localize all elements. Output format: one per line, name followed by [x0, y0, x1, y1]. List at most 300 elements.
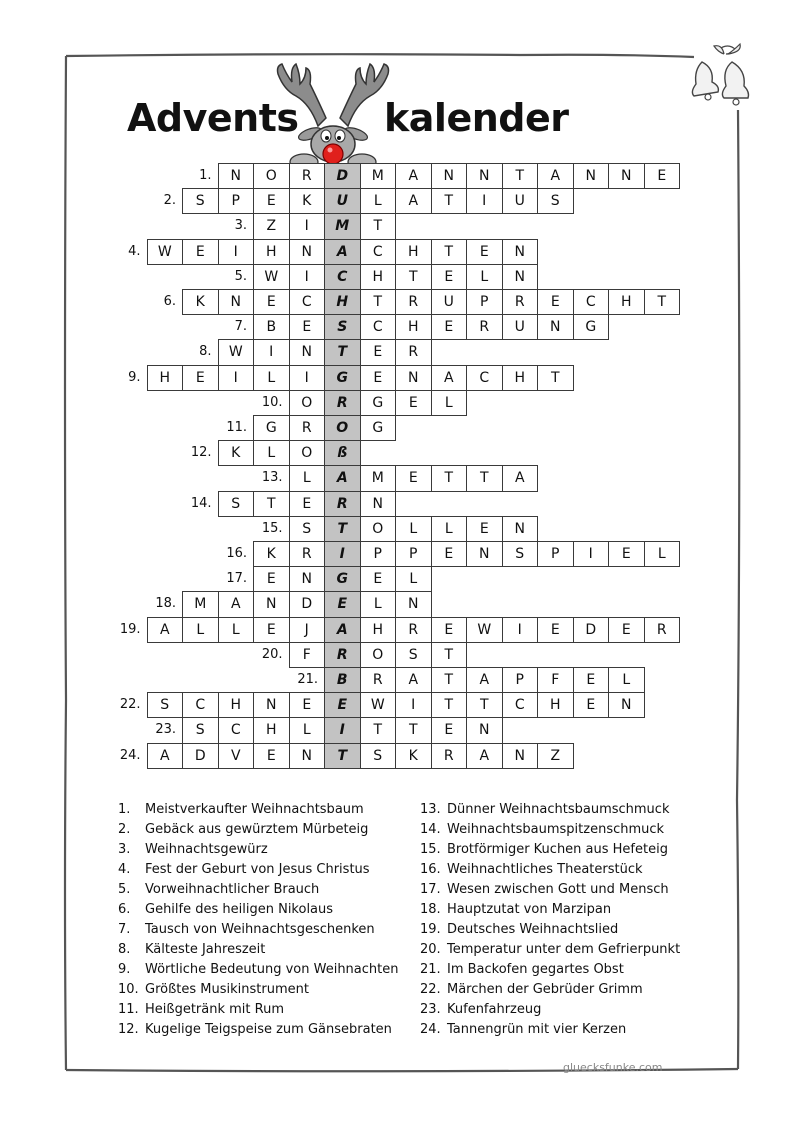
letter-cell: I: [395, 692, 432, 718]
letter-cell: K: [218, 440, 255, 466]
letter-cell: L: [218, 617, 255, 643]
letter-cell: W: [218, 339, 255, 365]
letter-cell: F: [537, 667, 574, 693]
letter-cell: L: [644, 541, 681, 567]
letter-cell: H: [218, 692, 255, 718]
letter-cell: L: [431, 516, 468, 542]
letter-cell: O: [360, 642, 397, 668]
clue-item: [420, 980, 680, 1000]
letter-cell: E: [431, 541, 468, 567]
clue-item: [118, 900, 398, 920]
letter-cell: S: [289, 516, 326, 542]
clue-number: 19.: [420, 922, 441, 937]
letter-cell: N: [466, 163, 503, 189]
clue-item: [118, 1020, 398, 1040]
clue-item: [118, 860, 398, 880]
clue-text: Deutsches Weihnachtslied: [447, 922, 619, 937]
letter-cell: D: [573, 617, 610, 643]
letter-cell: E: [431, 314, 468, 340]
letter-cell: O: [253, 163, 290, 189]
letter-cell: N: [289, 339, 326, 365]
solution-cell: A: [324, 617, 361, 643]
clue-text: Weihnachtsbaumspitzenschmuck: [447, 822, 665, 837]
letter-cell: L: [395, 516, 432, 542]
letter-cell: N: [395, 365, 432, 391]
letter-cell: P: [502, 667, 539, 693]
letter-cell: N: [466, 717, 503, 743]
letter-cell: P: [218, 188, 255, 214]
letter-cell: K: [182, 289, 219, 315]
letter-cell: H: [608, 289, 645, 315]
letter-cell: Z: [537, 743, 574, 769]
clue-number: 4.: [118, 862, 131, 877]
letter-cell: T: [360, 289, 397, 315]
row-number: 6.: [163, 294, 176, 309]
clue-number: 14.: [420, 822, 441, 837]
letter-cell: A: [147, 617, 184, 643]
letter-cell: Z: [253, 213, 290, 239]
row-number: 11.: [226, 420, 247, 435]
letter-cell: N: [289, 566, 326, 592]
clue-item: [118, 820, 398, 840]
solution-cell: G: [324, 566, 361, 592]
letter-cell: H: [253, 239, 290, 265]
letter-cell: L: [360, 591, 397, 617]
row-number: 18.: [155, 596, 176, 612]
letter-cell: R: [289, 541, 326, 567]
letter-cell: H: [147, 365, 184, 391]
letter-cell: A: [466, 743, 503, 769]
solution-cell: T: [324, 743, 361, 769]
letter-cell: K: [395, 743, 432, 769]
letter-cell: T: [431, 667, 468, 693]
clue-item: [420, 920, 680, 940]
letter-cell: L: [395, 566, 432, 592]
letter-cell: E: [182, 239, 219, 265]
clue-item: [420, 960, 680, 980]
clue-number: 16.: [420, 862, 441, 877]
letter-cell: L: [289, 465, 326, 491]
letter-cell: H: [395, 239, 432, 265]
solution-cell: G: [324, 365, 361, 391]
letter-cell: F: [289, 642, 326, 668]
clue-number: 11.: [118, 1002, 139, 1017]
clue-item: [420, 880, 680, 900]
letter-cell: T: [466, 465, 503, 491]
letter-cell: N: [218, 289, 255, 315]
letter-cell: B: [253, 314, 290, 340]
letter-cell: N: [537, 314, 574, 340]
letter-cell: H: [395, 314, 432, 340]
letter-cell: N: [502, 264, 539, 290]
letter-cell: L: [253, 365, 290, 391]
row-number: 9.: [128, 369, 141, 385]
letter-cell: R: [644, 617, 681, 643]
letter-cell: H: [502, 365, 539, 391]
row-number: 17.: [226, 571, 247, 587]
letter-cell: I: [289, 365, 326, 391]
letter-cell: I: [289, 213, 326, 239]
clue-text: Weihnachtliches Theaterstück: [447, 862, 643, 877]
letter-cell: R: [395, 617, 432, 643]
row-number: 22.: [119, 697, 141, 713]
row-number: 12.: [190, 445, 212, 461]
letter-cell: E: [360, 566, 397, 592]
letter-cell: N: [289, 743, 326, 769]
letter-cell: K: [253, 541, 290, 567]
clue-item: [420, 1000, 680, 1020]
solution-cell: I: [324, 541, 361, 567]
letter-cell: E: [360, 365, 397, 391]
letter-cell: E: [395, 390, 432, 416]
letter-cell: R: [289, 163, 326, 189]
solution-cell: A: [324, 465, 361, 491]
letter-cell: G: [360, 390, 397, 416]
solution-cell: B: [324, 667, 361, 693]
solution-cell: T: [324, 516, 361, 542]
letter-cell: P: [395, 541, 432, 567]
clue-item: [118, 940, 398, 960]
letter-cell: M: [182, 591, 219, 617]
letter-cell: W: [253, 264, 290, 290]
solution-cell: I: [324, 717, 361, 743]
letter-cell: E: [608, 617, 645, 643]
solution-cell: M: [324, 213, 361, 239]
letter-cell: E: [253, 188, 290, 214]
letter-cell: T: [431, 239, 468, 265]
clue-number: 9.: [118, 962, 131, 977]
clue-number: 23.: [420, 1002, 441, 1017]
letter-cell: T: [502, 163, 539, 189]
clue-text: Gebäck aus gewürztem Mürbeteig: [145, 822, 369, 837]
letter-cell: E: [253, 566, 290, 592]
clue-number: 3.: [118, 842, 131, 857]
row-number: 1.: [199, 168, 212, 183]
letter-cell: T: [395, 264, 432, 290]
letter-cell: D: [182, 743, 219, 769]
letter-cell: R: [431, 743, 468, 769]
letter-cell: L: [360, 188, 397, 214]
letter-cell: I: [466, 188, 503, 214]
letter-cell: S: [182, 188, 219, 214]
letter-cell: E: [431, 717, 468, 743]
clue-number: 24.: [420, 1022, 441, 1037]
row-number: 3.: [234, 218, 247, 234]
letter-cell: E: [253, 289, 290, 315]
title-kalender: kalender: [384, 96, 569, 140]
solution-cell: R: [324, 491, 361, 517]
letter-cell: W: [360, 692, 397, 718]
row-number: 8.: [199, 344, 212, 360]
letter-cell: K: [289, 188, 326, 214]
clue-text: Tannengrün mit vier Kerzen: [447, 1022, 627, 1037]
solution-cell: D: [324, 163, 361, 189]
clue-item: [118, 880, 398, 900]
row-number: 19.: [119, 621, 141, 637]
row-number: 14.: [190, 495, 212, 511]
letter-cell: T: [431, 188, 468, 214]
letter-cell: A: [537, 163, 574, 189]
clue-number: 6.: [118, 902, 131, 917]
clue-number: 15.: [420, 842, 441, 857]
letter-cell: A: [466, 667, 503, 693]
clue-number: 13.: [420, 802, 441, 817]
letter-cell: A: [218, 591, 255, 617]
clue-number: 5.: [118, 882, 131, 897]
letter-cell: E: [573, 667, 610, 693]
clue-item: [420, 860, 680, 880]
clue-text: Weihnachtsgewürz: [145, 842, 268, 857]
clue-number: 8.: [118, 942, 131, 957]
letter-cell: N: [573, 163, 610, 189]
solution-cell: T: [324, 339, 361, 365]
letter-cell: S: [502, 541, 539, 567]
clue-text: Kälteste Jahreszeit: [145, 942, 266, 957]
letter-cell: T: [431, 692, 468, 718]
letter-cell: G: [360, 415, 397, 441]
letter-cell: A: [502, 465, 539, 491]
clue-number: 21.: [420, 962, 441, 977]
letter-cell: E: [253, 617, 290, 643]
letter-cell: A: [395, 163, 432, 189]
clue-text: Hauptzutat von Marzipan: [447, 902, 612, 917]
letter-cell: A: [395, 667, 432, 693]
letter-cell: S: [147, 692, 184, 718]
clue-text: Märchen der Gebrüder Grimm: [447, 982, 643, 997]
clue-item: [420, 940, 680, 960]
clue-number: 22.: [420, 982, 441, 997]
clue-number: 10.: [118, 982, 139, 997]
letter-cell: E: [289, 692, 326, 718]
row-number: 2.: [163, 193, 176, 209]
letter-cell: T: [431, 642, 468, 668]
row-number: 16.: [226, 546, 247, 561]
letter-cell: H: [360, 264, 397, 290]
clue-text: Temperatur unter dem Gefrierpunkt: [447, 942, 681, 957]
letter-cell: N: [608, 163, 645, 189]
clue-text: Kufenfahrzeug: [447, 1002, 542, 1017]
solution-cell: U: [324, 188, 361, 214]
letter-cell: L: [289, 717, 326, 743]
letter-cell: J: [289, 617, 326, 643]
letter-cell: N: [608, 692, 645, 718]
letter-cell: N: [253, 591, 290, 617]
letter-cell: N: [360, 491, 397, 517]
row-number: 4.: [128, 243, 141, 259]
letter-cell: E: [537, 617, 574, 643]
letter-cell: E: [466, 516, 503, 542]
clue-number: 17.: [420, 882, 441, 897]
letter-cell: E: [644, 163, 681, 189]
letter-cell: R: [395, 289, 432, 315]
solution-cell: A: [324, 239, 361, 265]
letter-cell: E: [466, 239, 503, 265]
solution-cell: C: [324, 264, 361, 290]
letter-cell: R: [502, 289, 539, 315]
letter-cell: E: [431, 617, 468, 643]
solution-cell: O: [324, 415, 361, 441]
letter-cell: C: [182, 692, 219, 718]
clue-number: 20.: [420, 942, 441, 957]
clue-text: Meistverkaufter Weihnachtsbaum: [145, 802, 364, 817]
letter-cell: C: [218, 717, 255, 743]
clue-list-right: [420, 800, 680, 1040]
letter-cell: N: [502, 239, 539, 265]
letter-cell: E: [182, 365, 219, 391]
letter-cell: U: [502, 314, 539, 340]
solution-cell: R: [324, 642, 361, 668]
solution-cell: R: [324, 390, 361, 416]
letter-cell: T: [537, 365, 574, 391]
clue-text: Tausch von Weihnachtsgeschenken: [145, 922, 375, 937]
clue-number: 1.: [118, 802, 131, 817]
letter-cell: T: [395, 717, 432, 743]
solution-cell: S: [324, 314, 361, 340]
clue-text: Brotförmiger Kuchen aus Hefeteig: [447, 842, 668, 857]
letter-cell: N: [218, 163, 255, 189]
clue-text: Im Backofen gegartes Obst: [447, 962, 624, 977]
letter-cell: D: [289, 591, 326, 617]
letter-cell: H: [253, 717, 290, 743]
letter-cell: R: [466, 314, 503, 340]
letter-cell: L: [608, 667, 645, 693]
letter-cell: L: [182, 617, 219, 643]
letter-cell: G: [573, 314, 610, 340]
letter-cell: E: [608, 541, 645, 567]
clue-text: Wörtliche Bedeutung von Weihnachten: [145, 962, 399, 977]
letter-cell: N: [253, 692, 290, 718]
clue-item: [118, 960, 398, 980]
letter-cell: E: [431, 264, 468, 290]
letter-cell: T: [360, 717, 397, 743]
letter-cell: C: [502, 692, 539, 718]
letter-cell: E: [537, 289, 574, 315]
letter-cell: I: [218, 365, 255, 391]
title-advents: Advents: [127, 96, 299, 140]
letter-cell: C: [360, 239, 397, 265]
clue-item: [118, 800, 398, 820]
letter-cell: H: [537, 692, 574, 718]
row-number: 23.: [155, 722, 176, 738]
row-number: 7.: [234, 319, 247, 335]
letter-cell: N: [502, 743, 539, 769]
letter-cell: E: [395, 465, 432, 491]
letter-cell: E: [360, 339, 397, 365]
letter-cell: L: [431, 390, 468, 416]
clue-number: 7.: [118, 922, 131, 937]
letter-cell: P: [466, 289, 503, 315]
letter-cell: S: [537, 188, 574, 214]
row-number: 15.: [261, 520, 283, 536]
letter-cell: R: [360, 667, 397, 693]
letter-cell: G: [253, 415, 290, 441]
letter-cell: U: [502, 188, 539, 214]
clue-item: [118, 980, 398, 1000]
row-number: 10.: [261, 394, 283, 410]
letter-cell: W: [466, 617, 503, 643]
clue-text: Fest der Geburt von Jesus Christus: [145, 862, 370, 877]
letter-cell: E: [289, 314, 326, 340]
clue-item: [118, 840, 398, 860]
letter-cell: N: [395, 591, 432, 617]
letter-cell: A: [147, 743, 184, 769]
letter-cell: C: [573, 289, 610, 315]
letter-cell: S: [182, 717, 219, 743]
clue-text: Vorweihnachtlicher Brauch: [145, 882, 320, 897]
letter-cell: C: [289, 289, 326, 315]
letter-cell: T: [431, 465, 468, 491]
clue-text: Größtes Musikinstrument: [145, 982, 309, 997]
letter-cell: T: [253, 491, 290, 517]
letter-cell: U: [431, 289, 468, 315]
row-number: 24.: [119, 747, 141, 763]
letter-cell: C: [360, 314, 397, 340]
letter-cell: V: [218, 743, 255, 769]
letter-cell: S: [360, 743, 397, 769]
row-number: 5.: [234, 268, 247, 284]
letter-cell: I: [253, 339, 290, 365]
row-number: 13.: [261, 470, 283, 486]
letter-cell: E: [253, 743, 290, 769]
letter-cell: S: [218, 491, 255, 517]
clue-item: [420, 800, 680, 820]
letter-cell: C: [466, 365, 503, 391]
letter-cell: I: [218, 239, 255, 265]
solution-cell: ß: [324, 440, 361, 466]
solution-cell: H: [324, 289, 361, 315]
letter-cell: O: [289, 440, 326, 466]
letter-cell: O: [360, 516, 397, 542]
letter-cell: N: [289, 239, 326, 265]
letter-cell: M: [360, 163, 397, 189]
letter-cell: L: [253, 440, 290, 466]
solution-cell: E: [324, 591, 361, 617]
clue-item: [118, 1000, 398, 1020]
letter-cell: L: [466, 264, 503, 290]
letter-cell: I: [289, 264, 326, 290]
letter-cell: I: [573, 541, 610, 567]
letter-cell: M: [360, 465, 397, 491]
clue-item: [420, 1020, 680, 1040]
letter-cell: R: [289, 415, 326, 441]
footer-url: gluecksfunke.com: [563, 1061, 663, 1074]
letter-cell: E: [573, 692, 610, 718]
clue-item: [420, 820, 680, 840]
clue-text: Gehilfe des heiligen Nikolaus: [145, 902, 334, 917]
letter-cell: T: [644, 289, 681, 315]
solution-cell: E: [324, 692, 361, 718]
clue-number: 12.: [118, 1022, 139, 1037]
clue-number: 18.: [420, 902, 441, 917]
letter-cell: N: [466, 541, 503, 567]
clue-text: Wesen zwischen Gott und Mensch: [447, 882, 669, 897]
clue-item: [420, 900, 680, 920]
clue-item: [118, 920, 398, 940]
letter-cell: R: [395, 339, 432, 365]
letter-cell: T: [360, 213, 397, 239]
clue-text: Dünner Weihnachtsbaumschmuck: [447, 802, 670, 817]
letter-cell: I: [502, 617, 539, 643]
row-number: 21.: [297, 672, 318, 687]
clue-text: Heißgetränk mit Rum: [145, 1002, 284, 1017]
letter-cell: N: [431, 163, 468, 189]
letter-cell: T: [466, 692, 503, 718]
letter-cell: P: [360, 541, 397, 567]
letter-cell: A: [431, 365, 468, 391]
letter-cell: O: [289, 390, 326, 416]
clue-number: 2.: [118, 822, 131, 837]
letter-cell: W: [147, 239, 184, 265]
